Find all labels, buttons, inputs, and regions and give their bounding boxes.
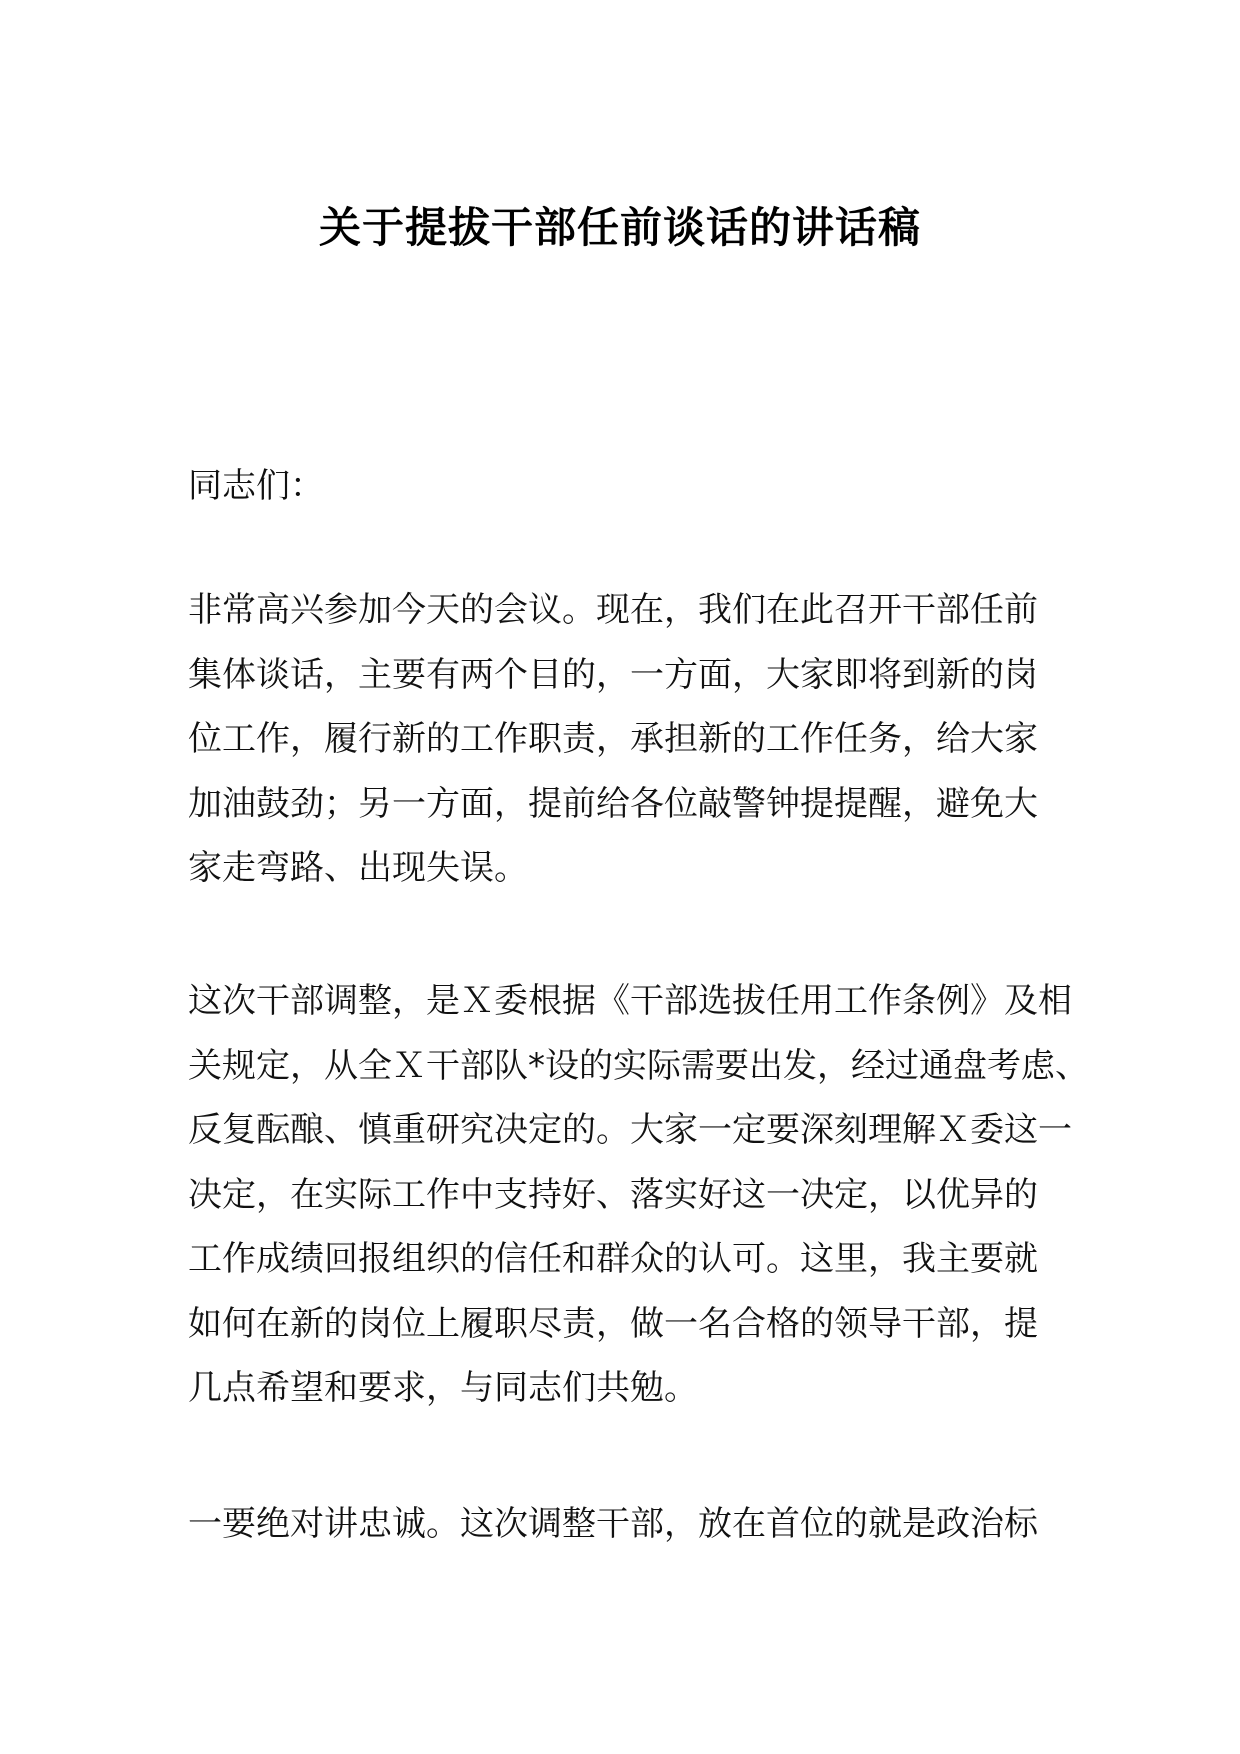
paragraph-line: 加油鼓劲；另一方面，提前给各位敲警钟提提醒，避免大 (188, 783, 1038, 824)
paragraph-line: 决定，在实际工作中支持好、落实好这一决定，以优异的 (188, 1174, 1038, 1215)
paragraph-line: 同志们： (188, 466, 324, 506)
paragraph-line: 集体谈话，主要有两个目的，一方面，大家即将到新的岗 (188, 654, 1038, 695)
paragraph-line: 关规定，从全Ｘ干部队*设的实际需要出发，经过通盘考虑、 (188, 1045, 1089, 1086)
paragraph-line: 如何在新的岗位上履职尽责，做一名合格的领导干部，提 (188, 1303, 1038, 1344)
paragraph-line: 这次干部调整，是Ｘ委根据《干部选拔任用工作条例》及相 (188, 981, 1072, 1021)
paragraph-line: 非常高兴参加今天的会议。现在，我们在此召开干部任前 (188, 590, 1038, 630)
point-one-paragraph (188, 1492, 1068, 1557)
salutation-paragraph (188, 454, 1068, 519)
document-title: 关于提拔干部任前谈话的讲话稿 (318, 203, 921, 252)
paragraph-line: 工作成绩回报组织的信任和群众的认可。这里，我主要就 (188, 1239, 1038, 1279)
adjustment-paragraph (188, 969, 1089, 1421)
paragraph-line: 位工作，履行新的工作职责，承担新的工作任务，给大家 (188, 719, 1038, 759)
paragraph-line: 一要绝对讲忠诚。这次调整干部，放在首位的就是政治标 (188, 1504, 1038, 1544)
paragraph-line: 反复酝酿、慎重研究决定的。大家一定要深刻理解Ｘ委这一 (188, 1110, 1072, 1150)
paragraph-line: 几点希望和要求，与同志们共勉。 (188, 1368, 698, 1408)
intro-paragraph (188, 578, 1068, 901)
paragraph-line: 家走弯路、出现失误。 (188, 848, 528, 888)
